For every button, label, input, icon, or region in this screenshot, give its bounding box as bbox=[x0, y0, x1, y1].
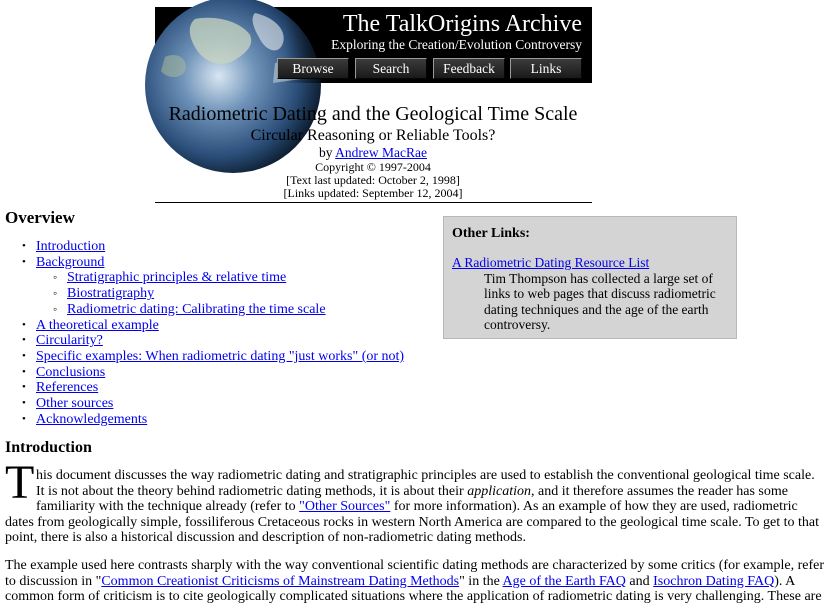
introduction-heading: Introduction bbox=[5, 439, 92, 456]
text-span: " in the bbox=[459, 573, 503, 589]
overview-heading: Overview bbox=[5, 208, 75, 227]
text-span: to discussion in " bbox=[5, 573, 102, 589]
other-links-box bbox=[443, 216, 737, 339]
toc-item bbox=[36, 239, 436, 255]
copyright: Copyright © 1997-2004 bbox=[315, 160, 431, 174]
links-button[interactable]: Links bbox=[510, 58, 582, 79]
toc-link-stratigraphic[interactable]: Stratigraphic principles & relative time bbox=[67, 270, 287, 286]
radiometric-resource-link[interactable]: A Radiometric Dating Resource List bbox=[452, 255, 650, 270]
text-span: familiarity with the technique already (refer to bbox=[36, 499, 300, 515]
toc-item bbox=[36, 349, 436, 365]
byline bbox=[0, 145, 746, 161]
toc-link-radiometric-calibrating[interactable]: Radiometric dating: Calibrating the time scale bbox=[67, 301, 326, 317]
toc-link-introduction[interactable]: Introduction bbox=[36, 239, 106, 254]
toc-subitem bbox=[67, 286, 436, 302]
other-sources-link[interactable]: "Other Sources" bbox=[299, 499, 391, 515]
toc-item bbox=[36, 396, 436, 412]
table-of-contents bbox=[36, 239, 436, 427]
intro-paragraph-1 bbox=[5, 468, 820, 546]
header-divider bbox=[155, 202, 592, 203]
toc-link-other-sources[interactable]: Other sources bbox=[36, 396, 114, 412]
intro-p2-line: common form of criticism is to cite geologically complicated situations where the application of radiometric dating is very challenging. These are bbox=[5, 589, 822, 605]
intro-p1-line: dates from geologically simple, fossiliferous Cretaceous rocks in western North America are compared to the geological time scale. To get to that bbox=[5, 514, 820, 530]
site-subtitle: Exploring the Creation/Evolution Controversy bbox=[331, 37, 582, 52]
intro-p2-line: The example used here contrasts sharply with the way conventional scientific dating methods are characterized by some critics (for example, refer bbox=[5, 558, 824, 573]
toc-item bbox=[36, 365, 436, 381]
intro-p1-line: point, there is also a historical discussion and description of non-radiometric dating methods. bbox=[5, 530, 527, 546]
toc-link-conclusions[interactable]: Conclusions bbox=[36, 364, 106, 380]
text-span: and bbox=[625, 573, 654, 589]
browse-button[interactable]: Browse bbox=[277, 58, 349, 79]
by-label: by bbox=[319, 145, 333, 160]
feedback-button[interactable]: Feedback bbox=[433, 58, 505, 79]
author-link[interactable]: Andrew MacRae bbox=[335, 145, 427, 160]
creationist-criticisms-link[interactable]: Common Creationist Criticisms of Mainstream Dating Methods bbox=[101, 573, 460, 589]
intro-p1-line: his document discusses the way radiometric dating and stratigraphic principles are used to establish the conventional geological time scale. bbox=[36, 468, 815, 483]
toc-item bbox=[36, 255, 436, 318]
toc-subitem bbox=[67, 302, 436, 318]
page-title: Radiometric Dating and the Geological Time Scale bbox=[168, 103, 578, 125]
toc-item bbox=[36, 318, 436, 334]
toc-link-specific-examples[interactable]: Specific examples: When radiometric dating "just works" (or not) bbox=[36, 348, 405, 364]
intro-paragraph-2 bbox=[5, 558, 824, 605]
toc-link-theoretical-example[interactable]: A theoretical example bbox=[36, 317, 159, 333]
isochron-dating-faq-link[interactable]: Isochron Dating FAQ bbox=[653, 573, 775, 589]
article-header bbox=[0, 101, 746, 200]
page-subtitle: Circular Reasoning or Reliable Tools? bbox=[250, 127, 496, 144]
toc-item bbox=[36, 380, 436, 396]
text-span: It is not about the theory behind radiometric dating methods, it is about their bbox=[36, 483, 468, 499]
other-links-heading: Other Links: bbox=[452, 226, 530, 241]
toc-link-background[interactable]: Background bbox=[36, 254, 105, 270]
text-updated: [Text last updated: October 2, 1998] bbox=[286, 173, 460, 187]
text-span: ). A bbox=[774, 573, 796, 589]
links-updated: [Links updated: September 12, 2004] bbox=[283, 186, 463, 200]
toc-item bbox=[36, 333, 436, 349]
toc-link-acknowledgements[interactable]: Acknowledgements bbox=[36, 411, 148, 427]
emphasis-application: application bbox=[467, 483, 531, 499]
intro-p2-line bbox=[5, 573, 796, 590]
other-links-description: Tim Thompson has collected a large set of links to web pages that discuss radiometric dating techniques and the age of the earth controversy. bbox=[484, 270, 716, 333]
age-of-earth-faq-link[interactable]: Age of the Earth FAQ bbox=[502, 573, 626, 589]
text-span: , and it therefore assumes the reader has some bbox=[530, 483, 788, 499]
toc-sublist bbox=[36, 270, 436, 317]
toc-link-references[interactable]: References bbox=[36, 380, 99, 396]
intro-p1-line bbox=[5, 499, 798, 515]
site-title: The TalkOrigins Archive bbox=[342, 11, 582, 37]
drop-cap-letter: T bbox=[5, 456, 35, 509]
site-banner bbox=[155, 7, 592, 83]
toc-link-biostratigraphy[interactable]: Biostratigraphy bbox=[67, 286, 155, 302]
search-button[interactable]: Search bbox=[355, 58, 427, 79]
toc-subitem bbox=[67, 270, 436, 286]
intro-p1-line bbox=[5, 483, 788, 500]
toc-item bbox=[36, 412, 436, 428]
text-span: for more information). As an example of how they are used, radiometric bbox=[390, 499, 798, 515]
toc-link-circularity[interactable]: Circularity? bbox=[36, 333, 103, 349]
